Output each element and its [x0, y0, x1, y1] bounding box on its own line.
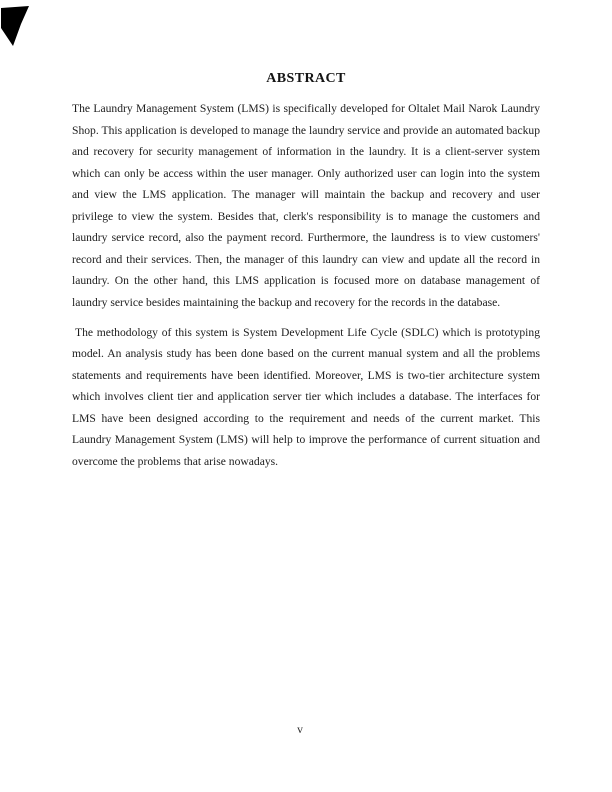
text-line: model. An analysis study has been done based on the current manual system and all the problems [72, 347, 540, 360]
text-line: The methodology of this system is System Development Life Cycle (SDLC) which is prototyping [75, 325, 540, 339]
text-line: laundry service besides maintaining the backup and recovery for the records in the database. [72, 295, 501, 309]
text-line: laundry. On the other hand, this LMS application is focused more on database management of [72, 274, 540, 287]
text-line: LMS have been designed according to the requirement and needs of the current market. This [72, 411, 540, 425]
text-line: The Laundry Management System (LMS) is specifically developed for Oltalet Mail Narok Laundry [72, 102, 540, 115]
text-line: Laundry Management System (LMS) will help to improve the performance of current situation and [72, 433, 540, 446]
scan-artifact-corner-icon [1, 6, 31, 48]
abstract-paragraph-1 [72, 98, 540, 313]
abstract-paragraph-2 [72, 322, 540, 473]
text-line: privilege to view the system. Besides that, clerk's responsibility is to manage the customers and [72, 209, 540, 223]
text-line: overcome the problems that arise nowadays. [72, 454, 279, 468]
page-number: v [297, 723, 303, 736]
text-line: record and their services. Then, the manager of this laundry can view and update all the record in [72, 252, 540, 266]
text-line: and recovery for security management of information in the laundry. It is a client-server system [72, 145, 540, 158]
text-line: which involves client tier and application server tier which includes a database. The interfaces for [72, 390, 540, 403]
text-line: which can only be access within the user manager. Only authorized user can login into the system [72, 166, 540, 180]
page-title: ABSTRACT [266, 71, 346, 86]
text-line: statements and requirements have been identified. Moreover, LMS is two-tier architecture system [72, 368, 540, 382]
abstract-body [72, 98, 540, 472]
text-line: laundry service record, also the payment record. Furthermore, the laundress is to view customers' [72, 231, 540, 244]
text-line: and view the LMS application. The manager will maintain the backup and recovery and user [72, 188, 540, 201]
text-line: Shop. This application is developed to manage the laundry service and provide an automated backup [72, 123, 540, 137]
